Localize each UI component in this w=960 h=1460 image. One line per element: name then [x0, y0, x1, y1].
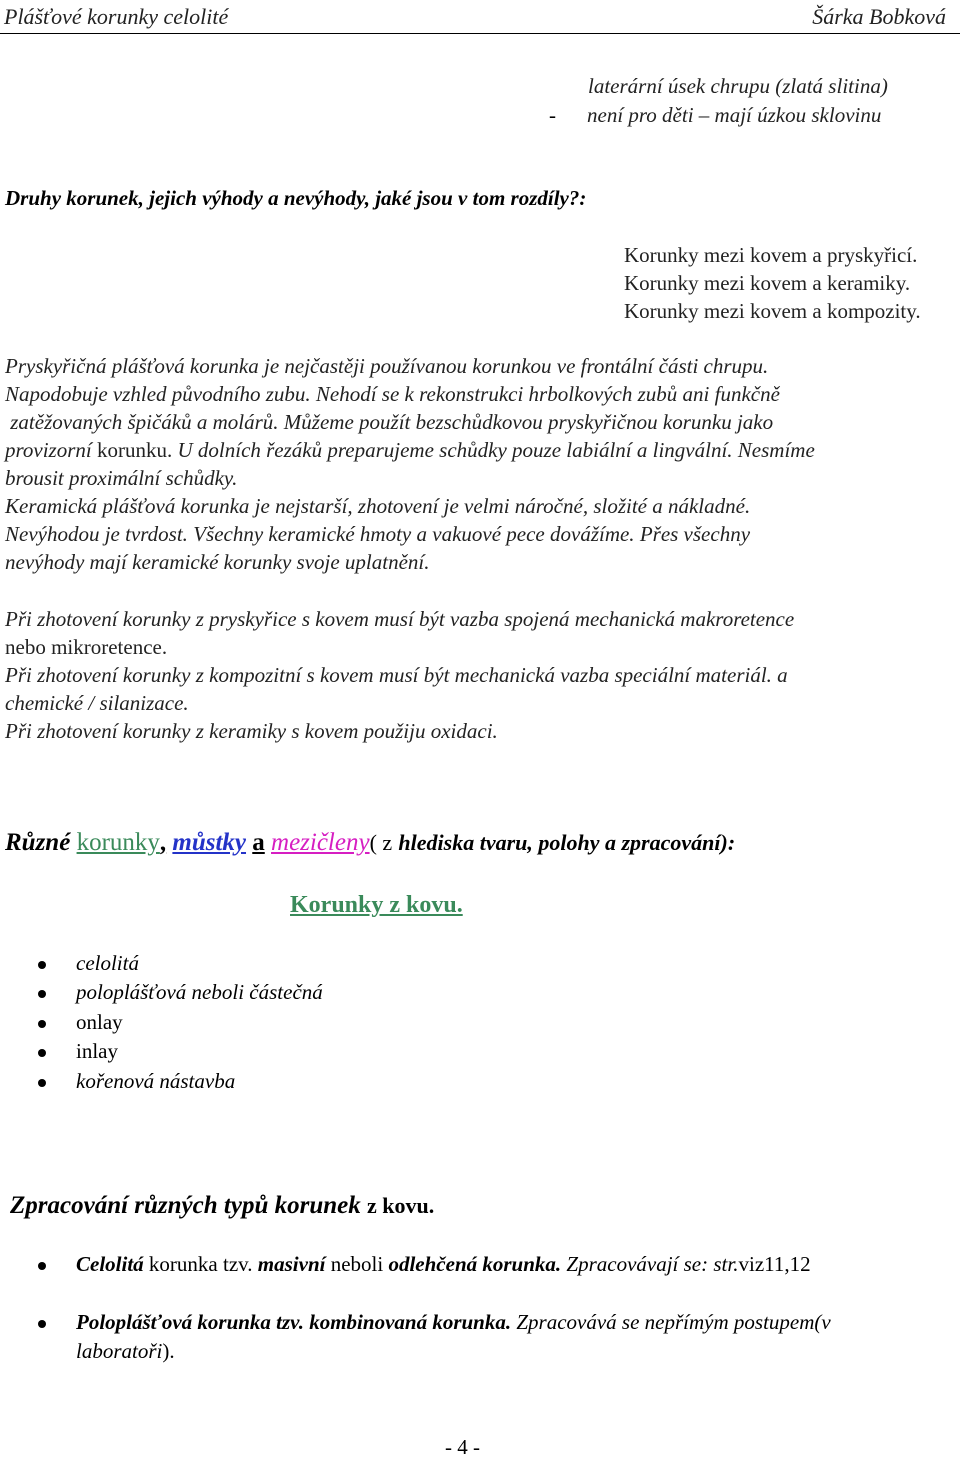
processing-item-partial: [76, 1310, 831, 1335]
item-text: Zpracovávají se: str.: [566, 1252, 739, 1276]
heading-paren: ( z: [369, 830, 393, 855]
subheading-metal-crowns: Korunky z kovu.: [290, 892, 463, 918]
paragraph-resin-ceramic: [5, 352, 955, 576]
p1-sentence: nevýhody mají keramické korunky svoje uplatnění.: [5, 550, 430, 574]
crown-type-3: Korunky mezi kovem a kompozity.: [624, 299, 921, 323]
p2-line: chemické / silanizace.: [5, 691, 189, 715]
p1-sentence: Všechny keramické hmoty a vakuové pece dovážíme.: [193, 522, 635, 546]
p1-sentence: U dolních řezáků preparujeme schůdky pouze labiální a lingvální.: [177, 438, 733, 462]
metal-crown-item: poloplášťová neboli částečná: [76, 980, 323, 1004]
p1-sentence: Nehodí se k rekonstrukci hrbolkových zubů ani funkčně: [315, 382, 780, 406]
processing-item-partial-cont: [76, 1339, 175, 1364]
section-heading: [5, 829, 735, 857]
page-number: - 4 -: [445, 1435, 480, 1459]
processing-heading-main: Zpracování různých typů korunek: [10, 1192, 361, 1219]
heading-link-mustky: můstky: [172, 829, 247, 856]
processing-heading: [10, 1192, 434, 1220]
metal-crown-item: onlay: [76, 1010, 123, 1034]
p1-sentence: brousit proximální schůdky.: [5, 466, 238, 490]
intro-line-2: není pro děti – mají úzkou sklovinu: [587, 103, 882, 127]
heading-criteria: hlediska tvaru, polohy a zpracování: [398, 830, 721, 855]
header-title: Plášťové korunky celolité: [4, 4, 229, 29]
intro-dash: -: [549, 103, 556, 127]
bullet-icon: [38, 1079, 46, 1087]
header-author: Šárka Bobková: [812, 4, 946, 29]
p1-sentence: Nesmíme: [737, 438, 815, 462]
item-term: masivní: [257, 1252, 326, 1276]
p1-sentence: Nevýhodou je tvrdost.: [5, 522, 188, 546]
bullet-icon: [38, 1020, 46, 1028]
p1-sentence: provizorní: [5, 438, 92, 462]
item-term: Poloplášťová korunka tzv. kombinovaná korunka.: [76, 1310, 512, 1334]
heading-comma: ,: [159, 829, 167, 856]
metal-crown-item: inlay: [76, 1039, 118, 1063]
bullet-icon: [38, 1320, 46, 1328]
p2-line: Při zhotovení korunky z kompozitní s kovem musí být mechanická vazba speciální materiál. a: [5, 663, 788, 687]
heading-word: Různé: [5, 829, 71, 856]
intro-line-1: laterární úsek chrupu (zlatá slitina): [588, 74, 888, 98]
bullet-icon: [38, 961, 46, 969]
item-term: odlehčená korunka.: [388, 1252, 562, 1276]
processing-item-full-cast: [76, 1252, 811, 1277]
item-text: Zpracovává se nepřímým postupem(v: [516, 1310, 831, 1334]
p1-sentence: Můžeme použít bezschůdkovou pryskyřičnou korunku jako: [283, 410, 774, 434]
item-text: korunka tzv.: [148, 1252, 253, 1276]
p1-sentence: Přes všechny: [639, 522, 751, 546]
header-divider: [0, 33, 960, 34]
crown-type-1: Korunky mezi kovem a pryskyřicí.: [624, 243, 918, 267]
p1-sentence: Napodobuje vzhled původního zubu.: [5, 382, 311, 406]
item-text: neboli: [330, 1252, 384, 1276]
p1-line-1: Pryskyřičná plášťová korunka je nejčastěji používanou korunkou ve frontální části chrupu.: [5, 354, 769, 378]
processing-heading-end: z kovu.: [366, 1193, 435, 1218]
paragraph-bonding: [5, 605, 955, 745]
p2-line: Při zhotovení korunky z pryskyřice s kovem musí být vazba spojená mechanická makroretence: [5, 607, 795, 631]
item-text: laboratoři: [76, 1339, 163, 1363]
metal-crown-item: celolitá: [76, 951, 139, 975]
heading-link-korunky: korunky: [76, 829, 160, 856]
p1-sentence: zatěžovaných špičáků a molárů.: [10, 410, 279, 434]
p2-line: Při zhotovení korunky z keramiky s kovem použiju oxidaci.: [5, 719, 498, 743]
p1-sentence: korunku.: [96, 438, 173, 462]
p1-sentence: Keramická plášťová korunka je nejstarší, zhotovení je velmi náročné, složité a nákladné.: [5, 494, 751, 518]
crown-type-2: Korunky mezi kovem a keramiky.: [624, 271, 911, 295]
item-text: ).: [162, 1339, 175, 1363]
question-heading: Druhy korunek, jejich výhody a nevýhody, jaké jsou v tom rozdíly?:: [5, 186, 587, 210]
metal-crown-item: kořenová nástavba: [76, 1069, 236, 1093]
bullet-icon: [38, 990, 46, 998]
heading-close: ):: [720, 830, 736, 855]
bullet-icon: [38, 1262, 46, 1270]
item-term: Celolitá: [76, 1252, 144, 1276]
p2-line: nebo mikroretence.: [5, 635, 168, 659]
heading-link-mezicleny: mezičleny: [271, 829, 370, 856]
bullet-icon: [38, 1049, 46, 1057]
item-ref: viz11,12: [738, 1252, 811, 1276]
heading-and: a: [252, 829, 265, 856]
